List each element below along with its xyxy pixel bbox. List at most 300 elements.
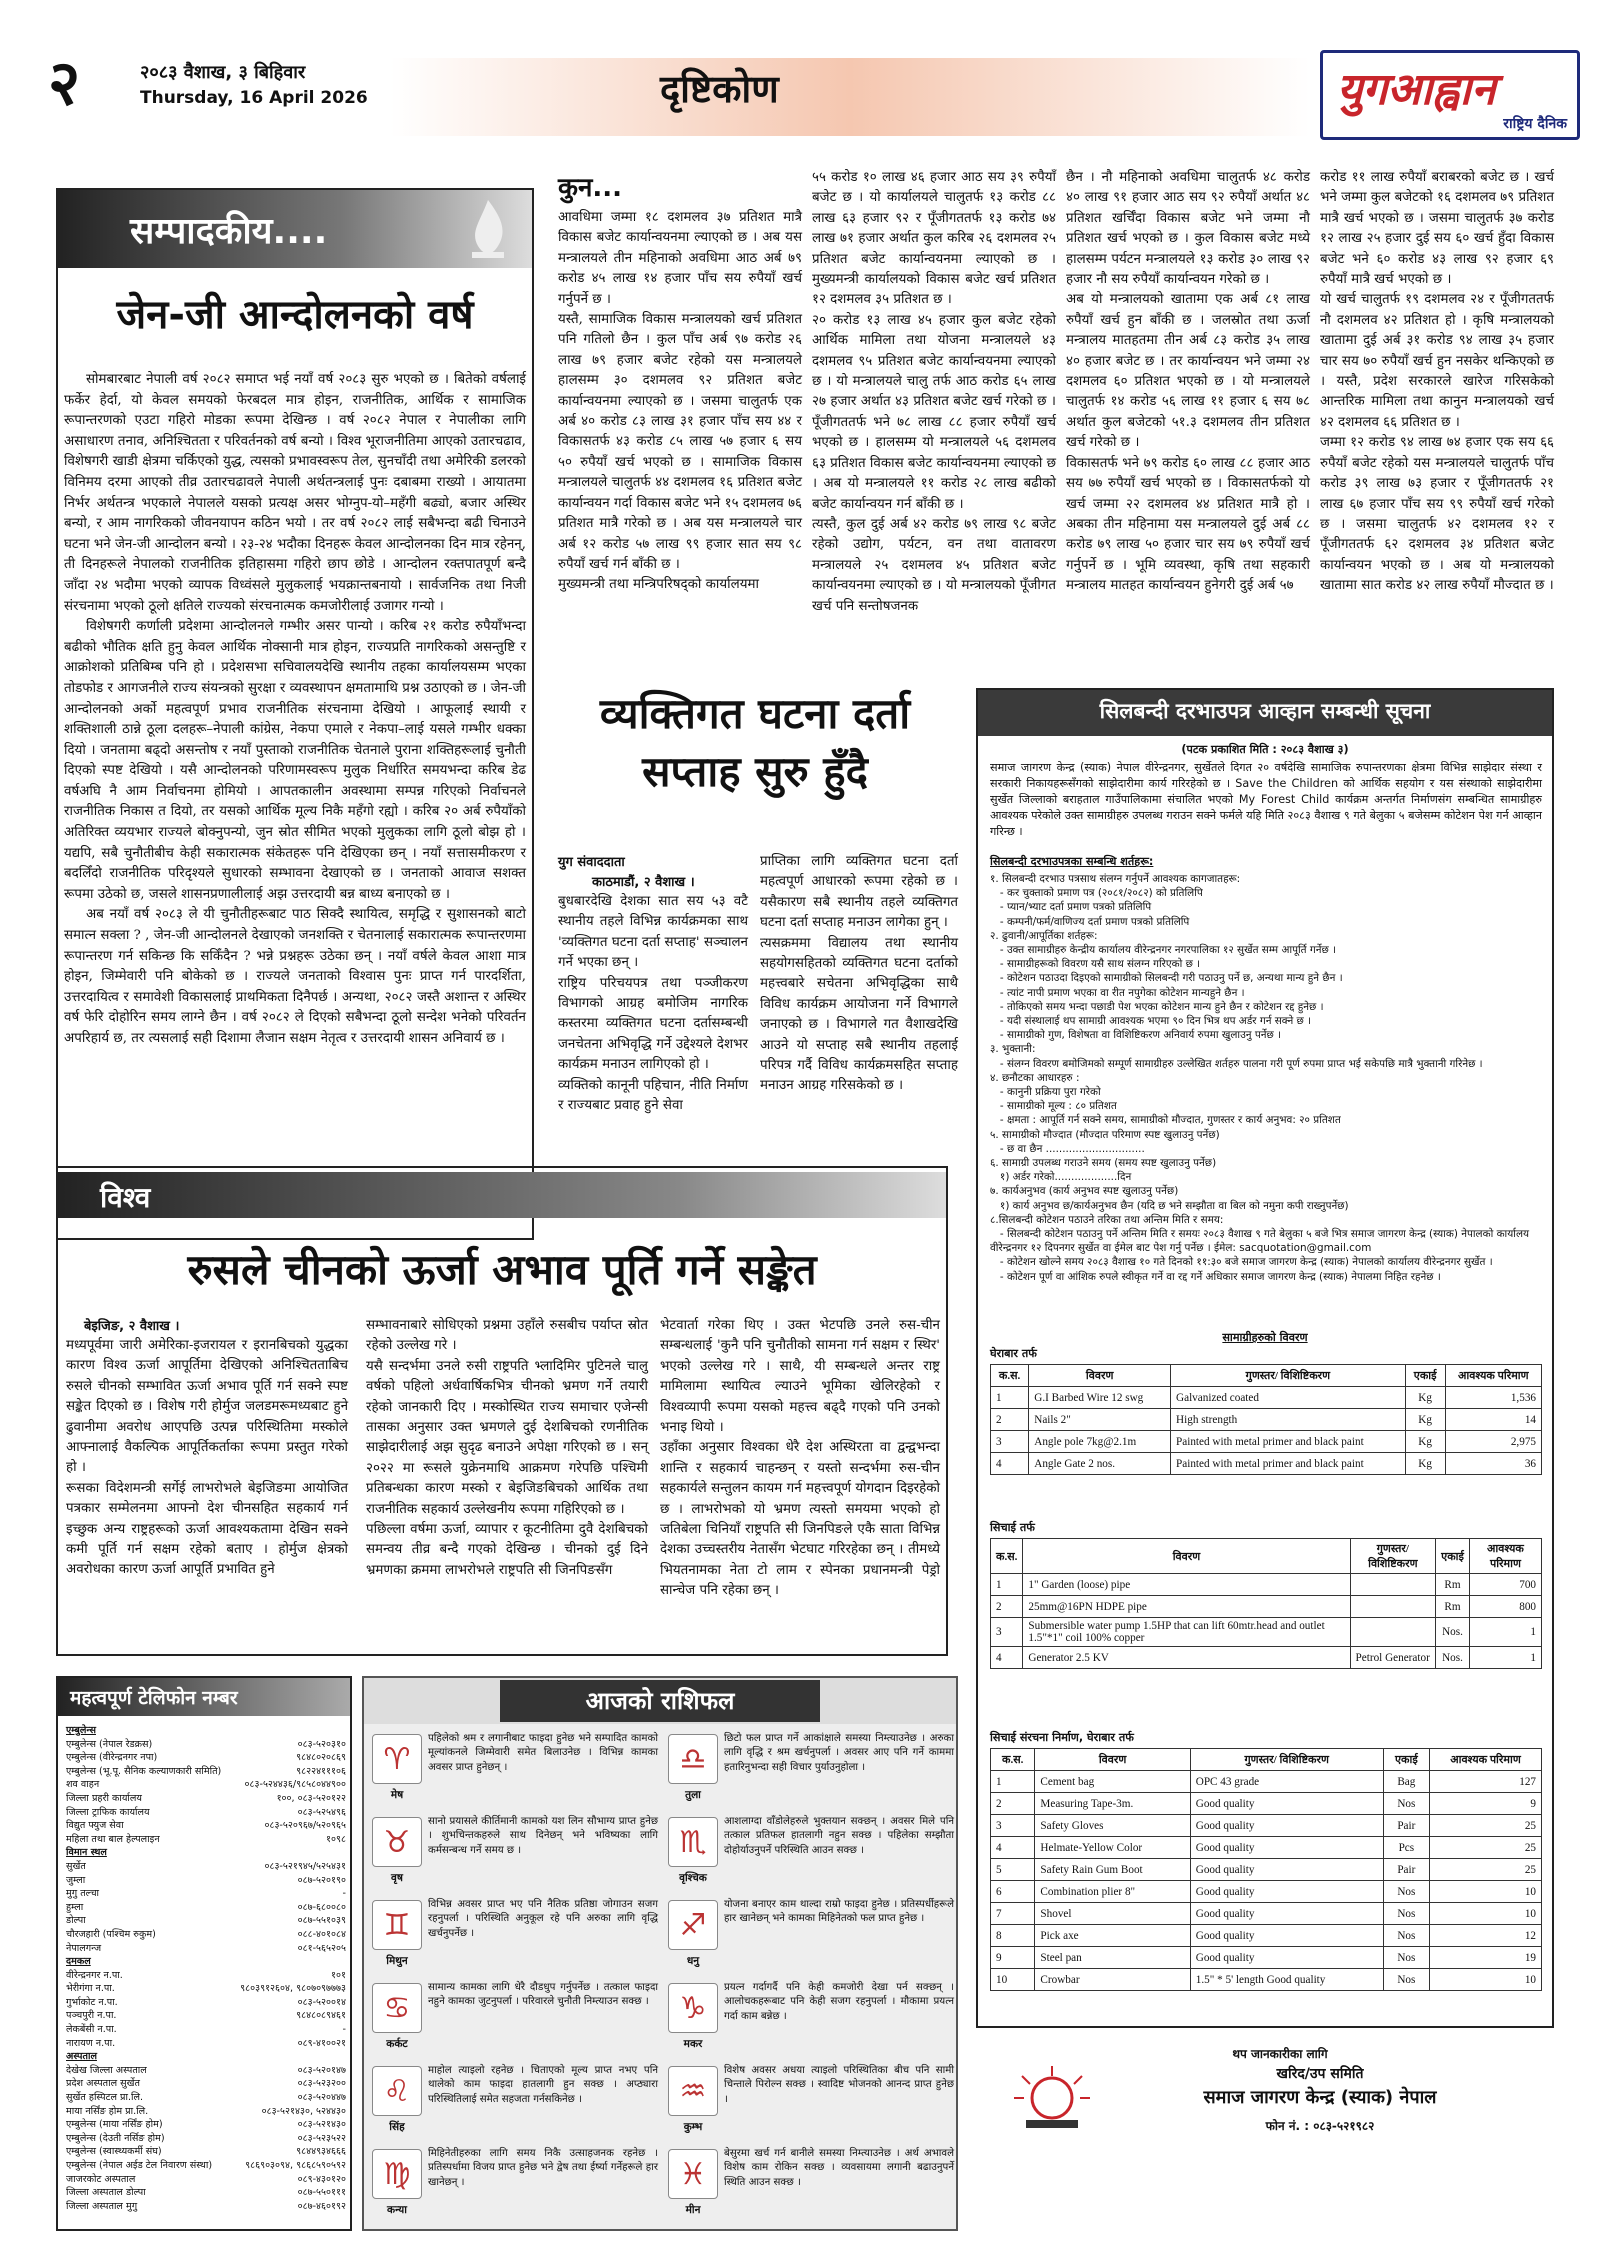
phone-label: एम्बुलेन्स (स्वास्थ्यकर्मी संघ) <box>66 2146 162 2158</box>
table-cell: 1.5" * 5' length Good quality <box>1190 1969 1383 1991</box>
notice-conditions-head: सिलबन्दी दरभाउपत्रका सम्बन्धि शर्तहरू: <box>990 855 1154 868</box>
phone-entry <box>66 1928 346 1942</box>
table-cell: 1" Garden (loose) pipe <box>1023 1574 1350 1596</box>
table-cell: 2 <box>991 1596 1023 1618</box>
column-header: क.स. <box>991 1539 1023 1574</box>
condition-line: - कोटेशन पूर्ण वा आंशिक रुपले स्वीकृत गर्ने वा रद्द गर्ने अधिकार समाज जागरण केन्द्र (स्याक) नेपालमा निहित रहनेछ । <box>990 1270 1441 1283</box>
condition-line: - संलग्न विवरण बमोजिमको सम्पूर्ण सामाग्रीहरु उल्लेखित शर्तहरु पालना गरी पूर्ण रुपमा प्राप्त भई सकेपछि मात्रै भुक्तानी गरिनेछ । <box>990 1057 1483 1070</box>
phone-number: ९८२२४१११०६ <box>296 1765 346 1777</box>
table-cell: Good quality <box>1190 1859 1383 1881</box>
phone-number: ०८७-६८००८० <box>297 1901 346 1913</box>
phone-label: एम्बुलेन्स (वीरेन्द्रनगर नपा) <box>66 1752 158 1764</box>
column-header: विवरण <box>1023 1539 1350 1574</box>
phone-number: ०८८-४०१०८४ <box>297 1928 346 1940</box>
table-cell: Petrol Generator <box>1350 1647 1436 1669</box>
phone-entry <box>66 1860 346 1874</box>
world-headline: रुसले चीनको ऊर्जा अभाव पूर्ति गर्ने सङ्केत <box>187 1245 817 1294</box>
table-cell: Nails 2" <box>1029 1409 1171 1431</box>
condition-line: २. ढुवानी/आपूर्तिका शर्तहरू: <box>990 929 1098 942</box>
phone-label: विमान स्थल <box>66 1847 107 1859</box>
column-header: क.स. <box>991 1749 1035 1771</box>
table-label: सिचाई तर्फ <box>990 1521 1035 1534</box>
phone-label: सुर्खेत <box>66 1860 86 1872</box>
table-cell: Pair <box>1383 1859 1429 1881</box>
article-column: सम्भावनाबारे सोधिएको प्रश्नमा उहाँले रुसबीच पर्याप्त स्रोत रहेको उल्लेख गरे । यसै सन्दर्भमा उनले रुसी राष्ट्रपति भ्लादिमिर पुटिनले चालु वर्षको पहिलो अर्धवार्षिकभित्र चीनको भ्रमण गर्ने तयारी रहेको जानकारी दिए । मस्कोस्थित राज्य समाचार एजेन्सी तासका अनुसार उक्त भ्रमणले दुई देशबिचको रणनीतिक साझेदारीलाई अझ सुदृढ बनाउने अपेक्षा गरिएको छ । सन् २०२२ मा रूसले युक्रेनमाथि आक्रमण गरेपछि पश्चिमी प्रतिबन्धका कारण मस्को र बेइजिङबिचको आर्थिक तथा राजनीतिक सहकार्य उल्लेखनीय रूपमा गहिरिएको छ । पछिल्ला वर्षमा ऊर्जा, व्यापार र कूटनीतिमा दुवै देशबिचको समन्वय तीव्र बन्दै गएको देखिन्छ । चीनको दुई दिने भ्रमणका क्रममा लाभरोभले राष्ट्रपति सी जिनपिङसँग <box>366 1318 648 1578</box>
table-cell: Painted with metal primer and black paint <box>1171 1431 1406 1453</box>
table-cell: 800 <box>1469 1596 1541 1618</box>
horoscope-entry <box>664 2145 956 2225</box>
zodiac-name: सिंह <box>389 2121 405 2133</box>
horoscope-entry <box>664 1979 956 2059</box>
table-cell: Angle pole 7kg@2.1m <box>1029 1431 1171 1453</box>
table-cell: Good quality <box>1190 1815 1383 1837</box>
horoscope-text: सानो प्रयासले कीर्तिमानी कामको यश लिन सौभाग्य प्राप्त हुनेछ । शुभचिन्तकहरुले साथ दिनेछन् भने भविष्यका लागि कर्मसन्बन्ध गर्ने समय छ । <box>428 1816 658 1856</box>
table-row <box>991 1793 1542 1815</box>
horoscope-entry <box>368 1896 660 1976</box>
table-row <box>991 1647 1542 1669</box>
table-cell: 9 <box>991 1947 1035 1969</box>
horoscope-text: विशेष अवसर अधया त्याइलो परिस्थितिका बीच पनि सामी चिन्ताले पिरोल्न सक्छ । स्वादिष्ट भोजनको आनन्द प्राप्त हुनेछ । <box>724 2065 954 2105</box>
table-cell: 1,536 <box>1445 1387 1541 1409</box>
table-cell: Pcs <box>1383 1837 1429 1859</box>
table-cell: 25mm@16PN HDPE pipe <box>1023 1596 1350 1618</box>
table-cell: Bag <box>1383 1771 1429 1793</box>
world-label: विश्व <box>100 1181 151 1214</box>
phone-label: एम्बुलेन्स (नेपाल रेडक्रस) <box>66 1738 153 1750</box>
table-cell: 3 <box>991 1618 1023 1647</box>
phone-entry <box>66 2173 346 2187</box>
article-column: करोड ११ लाख रुपैयाँ बराबरको बजेट छ । खर्च भने जम्मा कुल बजेटको १६ दशमलव ७९ प्रतिशत मात्रै खर्च भएको छ । जसमा चालुतर्फ ३७ करोड १२ लाख २५ हजार दुई सय ६० खर्च हुँदा विकास बजेट भने ६० करोड ४३ लाख ९२ हजार ६९ रुपैयाँ मात्रै खर्च भएको छ । यो खर्च चालुतर्फ १९ दशमलव २४ र पूँजीगततर्फ नौ दशमलव ४२ प्रतिशत हो । कृषि मन्त्रालयको खातामा दुई अर्ब ३१ करोड ९४ लाख ३५ हजार चार सय ७० रुपैयाँ खर्च हुन नसकेर थन्किएको छ । यस्तै, प्रदेश सरकारले खारेज गरिसकेको आन्तरिक मामिला तथा कानुन मन्त्रालयको खर्च ४२ दशमलव ६६ प्रतिशत छ । जम्मा १२ करोड ९४ लाख ७४ हजार एक सय ६६ रुपैयाँ बजेट रहेको यस मन्त्रालयले चालुतर्फ पाँच करोड ३९ लाख ७३ हजार र पूँजीगततर्फ २१ लाख ६७ हजार पाँच सय ९९ रुपैयाँ खर्च गरेको छ । जसमा चालुतर्फ ४२ दशमलव १२ र पूँजीगततर्फ ६२ दशमलव ३४ प्रतिशत बजेट कार्यान्वयन भएको छ । अब यो मन्त्रालयको खातामा सात करोड ४२ लाख रुपैयाँ मौज्दात छ । <box>1320 170 1554 594</box>
phone-label: डोल्पा <box>66 1915 86 1927</box>
phone-number: ०८३-५२४४३६/९८५८०४४९०० <box>244 1779 346 1791</box>
zodiac-icon: ♉ <box>372 1817 422 1867</box>
table-row <box>991 1771 1542 1793</box>
table-cell: Nos <box>1383 1881 1429 1903</box>
condition-line: - क्षमता : आपूर्ति गर्न सक्ने समय, सामाग्रीको मौज्दात, गुणस्तर र कार्य अनुभव: २० प्रतिशत <box>990 1114 1341 1127</box>
editorial-body <box>64 370 526 1050</box>
horoscope-title: आजको राशिफल <box>500 1680 820 1722</box>
column-header: आवश्यक परिमाण <box>1469 1539 1541 1574</box>
phone-entry <box>66 1833 346 1847</box>
table-cell: Safety Rain Gum Boot <box>1035 1859 1190 1881</box>
phone-label: जाजरकोट अस्पताल <box>66 2173 136 2185</box>
zodiac-icon: ♋ <box>372 1983 422 2033</box>
phone-category <box>66 1846 346 1860</box>
condition-line: - प्यान/भ्याट दर्ता प्रमाण पत्रको प्रतिलिपि <box>990 901 1152 914</box>
condition-line: ६. सामाग्री उपलब्ध गराउने समय (समय स्पष्ट खुलाउनु पर्नेछ) <box>990 1157 1217 1170</box>
phone-label: देखेख जिल्ला अस्पताल <box>66 2064 147 2076</box>
condition-line: - उक्त सामाग्रीहरु केन्द्रीय कार्यालय वीरेन्द्रनगर नगरपालिका १२ सुर्खेत सम्म आपूर्ति गर्नेछ । <box>990 944 1337 957</box>
table-cell: 2 <box>991 1409 1029 1431</box>
table-cell: 14 <box>1445 1409 1541 1431</box>
phone-entry <box>66 2159 346 2173</box>
notice-intro: समाज जागरण केन्द्र (स्याक) नेपाल वीरेन्द्रनगर, सुर्खेतले दिगत २० वर्षदेखि सामाजिक रुपान्तरणका क्षेत्रमा विभिन्न साझेदार संस्था र सरकारी निकायहरूसँगको साझेदारीमा कार्य गरिरहेको छ । Save the Children को आर्थिक सहयोग र यस संस्थाको साझेदारीमा सुर्खेत जिल्लाको बराहताल गाउँपालिकामा संचालित भएको My Forest Child कार्यक्रम अन्तर्गत निर्माणसंग सम्बन्धित सामाग्रीहरु आवश्यक परेकोले उक्त सामाग्रीहरु उपलब्ध गराउन सक्ने फर्मले यहि मिति २०८३ वैशाख ९ गते बेलुका ५ बजेसम्म कोटेशन पेश गर्न आव्हान गरिन्छ । <box>990 761 1542 838</box>
phone-entry <box>66 1887 346 1901</box>
notice-title: सिलबन्दी दरभाउपत्र आव्हान सम्बन्धी सूचना <box>1099 699 1431 723</box>
horoscope-entry <box>368 1979 660 2059</box>
phone-number: - <box>342 1888 346 1900</box>
article-column: प्राप्तिका लागि व्यक्तिगत घटना दर्ता महत्वपूर्ण आधारको रूपमा रहेको छ । यसैकारण सबै स्थानीय तहले व्यक्तिगत घटना दर्ता सप्ताह मनाउन लागेका हुन् । त्यसक्रममा विद्यालय तथा स्थानीय सहयोगसहितको व्यक्तिगत घटना दर्ताको महत्त्वबारे सचेतना अभिवृद्धिका साथै विविध कार्यक्रम आयोजना गर्ने विभागले जनाएको छ । विभागले गत वैशाखदेखि आउने यो सप्ताह सबै स्थानीय तहलाई परिपत्र गर्दै विविध कार्यक्रमसहित सप्ताह मनाउन आग्रह गरिसकेको छ । <box>760 854 958 1094</box>
phone-entry <box>66 1751 346 1765</box>
table-cell: 25 <box>1430 1815 1542 1837</box>
table-cell: Good quality <box>1190 1881 1383 1903</box>
table-cell: Nos. <box>1436 1618 1470 1647</box>
table-row <box>991 1947 1542 1969</box>
phone-number: ९८०३९१२६०४, ९८०७०९७७७३ <box>240 1983 346 1995</box>
phone-number: ९८४४९३४६६६ <box>296 2146 346 2158</box>
phone-label: एम्बुलेन्स (नेपाल अईड टेल निवारण संस्था) <box>66 2160 213 2171</box>
horoscope-text: मिहिनेतीहरुका लागि समय निकै उत्साहजनक रहनेछ । प्रतिस्पर्धामा विजय प्राप्त हुनेछ भने द्वेष तथा ईर्ष्या गर्नेहरूले हार खानेछन् । <box>428 2148 658 2188</box>
phone-label: पञ्चपुरी न.पा. <box>66 2010 117 2022</box>
phone-number: ०८९-४३०१२० <box>297 2173 346 2185</box>
organization-logo <box>1012 2064 1092 2134</box>
table-cell: Kg <box>1405 1387 1445 1409</box>
zodiac-icon: ♍ <box>372 2149 422 2199</box>
table-cell: Pair <box>1383 1815 1429 1837</box>
condition-line: १) कार्य अनुभव छ/कार्यअनुभव छैन (यदि छ भने सम्झौता वा बिल को नमुना कपी राख्नुपर्नेछ) <box>990 1199 1349 1212</box>
horoscope-entry <box>368 1730 660 1810</box>
phone-entry <box>66 2023 346 2037</box>
condition-line: ५. सामाग्रीको मौज्दात (मौज्दात परिमाण स्पष्ट खुलाउनु पर्नेछ) <box>990 1128 1220 1141</box>
condition-line: ८.सिलबन्दी कोटेशन पठाउने तरिका तथा अन्तिम मिति र समय: <box>990 1213 1224 1226</box>
table-row <box>991 1837 1542 1859</box>
column-header: एकाई <box>1436 1539 1470 1574</box>
table-cell: Good quality <box>1190 1837 1383 1859</box>
zodiac-name: वृष <box>391 1872 403 1884</box>
table-cell: Helmate-Yellow Color <box>1035 1837 1190 1859</box>
editorial-paragraph: अब नयाँ वर्ष २०८३ ले यी चुनौतीहरूबाट पाठ सिक्दै स्थायित्व, समृद्धि र सुशासनको बाटो समात्न सक्ला ? , जेन-जी आन्दोलनले देखाएको जनशक्ति र चेतनालाई सकारात्मक रूपान्तरणमा रूपान्तरण गर्न सकिन्छ कि सकिँदैन ? भन्ने प्रश्नहरू उठेका छन् । नयाँ वर्षले केवल आशा मात्र होइन, जिम्मेवारी पनि बोकेको छ । राज्यले जनताको विश्वास पुनः प्राप्त गर्न पारदर्शिता, उत्तरदायित्व र समावेशी विकासलाई प्राथमिकता दिनैपर्छ । अन्यथा, २०८२ जस्तै अशान्त र अस्थिर वर्ष फेरि दोहोरिन समय लाग्ने छैन । वर्ष २०८२ ले दिएको सबैभन्दा ठूलो सन्देश भनेको परिवर्तन अपरिहार्य छ, तर त्यसलाई सही दिशामा लैजान सक्षम नेतृत्व र उत्तरदायी शासन अनिवार्य छ । <box>64 907 526 1046</box>
condition-line: - त्यांट नापी प्रमाण भएका वा रीत नपुगेका कोटेशन मान्यहुने छैन । <box>990 986 1245 999</box>
phone-number: ०८१-५६५२०५ <box>297 1942 346 1954</box>
column-header: गुणस्तर/ विशिष्टिकरण <box>1350 1539 1436 1574</box>
byline: युग संवाददाता <box>558 855 625 870</box>
phone-number: ०८३-५२०३१० <box>297 1738 346 1750</box>
phone-entry <box>66 1874 346 1888</box>
table-cell: Generator 2.5 KV <box>1023 1647 1350 1669</box>
condition-line: - छ वा छैन .............................. <box>990 1142 1145 1155</box>
table-row <box>991 1881 1542 1903</box>
phone-label: महिला तथा बाल हेल्पलाइन <box>66 1833 160 1845</box>
table-cell: Painted with metal primer and black paint <box>1171 1453 1406 1475</box>
table-cell: Measuring Tape-3m. <box>1035 1793 1190 1815</box>
phone-entry <box>66 2186 346 2200</box>
zodiac-name: कर्कट <box>386 2038 408 2050</box>
table-cell: 4 <box>991 1647 1023 1669</box>
story-continuation-head: कुन... <box>558 173 623 203</box>
article-column: छैन । नौ महिनाको अवधिमा चालुतर्फ ४८ करोड ४० लाख ९१ हजार आठ सय ९२ रुपैयाँ अर्थात ४८ प्रतिशत खर्चिँदा विकास बजेट भने जम्मा नौ प्रतिशत खर्च भएको छ । कुल विकास बजेट मध्ये हालसम्म पर्यटन मन्त्रालयले १३ करोड ३० लाख ९२ हजार नौ सय रुपैयाँ कार्यान्वयन गरेको छ । अब यो मन्त्रालयको खातामा एक अर्ब ८१ लाख रुपैयाँ खर्च हुन बाँकी छ । जलस्रोत तथा ऊर्जा मन्त्रालय मातहतमा तीन अर्ब ८३ करोड ३५ लाख ४० हजार बजेट छ । तर कार्यान्वयन भने जम्मा २४ दशमलव ६० प्रतिशत भएको छ । यो मन्त्रालयले चालुतर्फ १४ करोड ५६ लाख ११ हजार ६ सय ७८ अर्थात कुल बजेटको ५१.३ दशमलव तीन प्रतिशत खर्च गरेको छ । विकासतर्फ भने ७९ करोड ६० लाख ८८ हजार आठ सय ७७ रुपैयाँ खर्च भएको छ । विकासतर्फको यो खर्च जम्मा २२ दशमलव ४४ प्रतिशत मात्रै हो । अबका तीन महिनामा यस मन्त्रालयले दुई अर्ब ८८ करोड ७९ लाख ५० हजार चार सय ७९ रुपैयाँ खर्च गर्नुपर्ने छ । भूमि व्यवस्था, कृषि तथा सहकारी मन्त्रालय मातहत कार्यान्वयन हुनेगरी दुई अर्ब ५७ <box>1066 170 1310 594</box>
zodiac-name: तुला <box>685 1789 701 1801</box>
zodiac-name: मिथुन <box>386 1955 408 1967</box>
phone-category <box>66 2050 346 2064</box>
table-cell: 1 <box>991 1771 1035 1793</box>
phone-label: मुगु तल्चा <box>66 1888 100 1900</box>
phone-number: ०८३-५२०९६७/५२०९६५ <box>264 1820 346 1832</box>
table-cell: 6 <box>991 1881 1035 1903</box>
logo-subtext: राष्ट्रिय दैनिक <box>1503 116 1567 132</box>
newspaper-logo <box>1320 50 1580 140</box>
table-cell: Nos <box>1383 1947 1429 1969</box>
phone-label: एम्बुलेन्स (माया नर्सिंङ होम) <box>66 2119 163 2131</box>
phone-entry <box>66 1806 346 1820</box>
phone-number: ०८७-५५०१११ <box>297 2187 346 2199</box>
table-cell: Good quality <box>1190 1947 1383 1969</box>
column-header: विवरण <box>1035 1749 1190 1771</box>
phone-label: हुम्ला <box>66 1901 84 1913</box>
condition-line: १) अर्डर गरेको...................दिन <box>990 1171 1132 1184</box>
table-cell: Nos <box>1383 1903 1429 1925</box>
phone-label: गुर्भाकोट न.पा. <box>66 1996 118 2008</box>
phone-entry <box>66 1901 346 1915</box>
phone-number: ९८४८०२०८६९ <box>296 1752 346 1764</box>
zodiac-icon: ♓ <box>668 2149 718 2199</box>
phone-entry <box>66 2064 346 2078</box>
table-cell: Nos <box>1383 1969 1429 1991</box>
notice-committee: खरिद/उप समिति <box>1276 2066 1364 2082</box>
zodiac-icon: ♒ <box>668 2066 718 2116</box>
table-cell: 36 <box>1445 1453 1541 1475</box>
phone-number: ०८३-५२००१४ <box>297 1996 346 2008</box>
table-cell: 2,975 <box>1445 1431 1541 1453</box>
table-cell: 25 <box>1430 1837 1542 1859</box>
header-band <box>390 58 1310 136</box>
phone-directory-title: महत्वपूर्ण टेलिफोन नम्बर <box>70 1687 238 1709</box>
condition-line: - कम्पनी/फर्म/वाणिज्य दर्ता प्रमाण पत्रको प्रतिलिपि <box>990 915 1190 928</box>
horoscope-text: विभिन्न अवसर प्राप्त भए पनि नैतिक प्रतिष्ठा जोगाउन सजग रहनुपर्ला । परिस्थिति अनुकूल रहे पनि अरुका लागि वृद्धि खर्चनुपर्नेछ । <box>428 1899 658 1939</box>
condition-line: - तोकिएको समय भन्दा पछाडी पेश भएका कोटेशन मान्य हुने छैन र कोटेशन रद्द हुनेछ । <box>990 1000 1324 1013</box>
zodiac-icon: ♐ <box>668 1900 718 1950</box>
table-row <box>991 1859 1542 1881</box>
phone-number: ९८४८०८९४६१ <box>296 2010 346 2022</box>
zodiac-name: वृश्चिक <box>679 1872 707 1884</box>
table-cell: 5 <box>991 1859 1035 1881</box>
table-cell: 19 <box>1430 1947 1542 1969</box>
condition-line: - कानुनी प्रक्रिया पुरा गरेको <box>990 1086 1101 1099</box>
zodiac-name: मेष <box>390 1789 404 1801</box>
table-label: सिचाई संरचना निर्माण, घेराबार तर्फ <box>990 1731 1134 1744</box>
table-cell: Good quality <box>1190 1925 1383 1947</box>
zodiac-icon: ♏ <box>668 1817 718 1867</box>
phone-number: ०८३-५२१९४५/५२५४३१ <box>264 1860 346 1872</box>
table-row <box>991 1409 1542 1431</box>
editorial-label: सम्पादकीय.... <box>130 211 328 252</box>
items-table-construction <box>990 1748 1542 1991</box>
phone-entry <box>66 2200 346 2214</box>
horoscope-entry <box>664 1896 956 1976</box>
table-cell <box>1350 1596 1436 1618</box>
column-header: आवश्यक परिमाण <box>1445 1365 1541 1387</box>
phone-entry <box>66 1996 346 2010</box>
table-row <box>991 1815 1542 1837</box>
table-cell: 4 <box>991 1837 1035 1859</box>
phone-label: नारायण न.पा. <box>66 2037 116 2049</box>
phone-label: जिल्ला अस्पताल डोल्पा <box>66 2187 146 2199</box>
zodiac-icon: ♑ <box>668 1983 718 2033</box>
condition-line: - सिलबन्दी कोटेशन पठाउनु पर्ने अन्तिम मिति र समयः २०८३ वैशाख ९ गते बेलुका ५ बजे भित्र समाज जागरण केन्द्र (स्याक) नेपालको कार्यालय वीरेन्द्रनगर १२ दिपनगर सुर्खेत वा ईमेल बाट पेश गर्नु पर्नेछ । ईमेल: sacquotation@gmail.com <box>990 1228 1533 1255</box>
condition-line: - यदी संस्थालाई थप सामाग्री आवश्यक भएमा ९० दिन भित्र थप अर्डर गर्न सक्ने छ । <box>990 1015 1312 1028</box>
dateline: काठमाडौं, २ वैशाख । <box>592 875 695 890</box>
section-title: दृष्टिकोण <box>660 67 779 111</box>
zodiac-icon: ♈ <box>372 1734 422 1784</box>
table-cell: 2 <box>991 1793 1035 1815</box>
table-row <box>991 1596 1542 1618</box>
phone-entry <box>66 2105 346 2119</box>
table-row <box>991 1574 1542 1596</box>
phone-entry <box>66 2091 346 2105</box>
zodiac-icon: ♊ <box>372 1900 422 1950</box>
phone-entry <box>66 2077 346 2091</box>
table-cell: Submersible water pump 1.5HP that can lift 60mtr.head and outlet 1.5"*1" coil 100% copper <box>1023 1618 1350 1647</box>
items-table-irrigation <box>990 1538 1542 1669</box>
table-cell: OPC 43 grade <box>1190 1771 1383 1793</box>
table-row <box>991 1431 1542 1453</box>
phone-entry <box>66 2145 346 2159</box>
table-cell: High strength <box>1171 1409 1406 1431</box>
table-cell: Crowbar <box>1035 1969 1190 1991</box>
notice-more-info: थप जानकारीका लागि <box>1232 2047 1328 2061</box>
table-cell: Good quality <box>1190 1903 1383 1925</box>
phone-label: एम्बुलेन्स (भू.पू. सैनिक कल्याणकारी समिति) <box>66 1765 222 1777</box>
article-column: आवधिमा जम्मा १८ दशमलव ३७ प्रतिशत मात्रै विकास बजेट कार्यान्वयनमा ल्याएको छ । अब यस मन्त्रालयले तीन महिनाको अवधिमा आठ अर्ब ७९ करोड ४५ लाख १४ हजार पाँच सय रुपैयाँ खर्च गर्नुपर्ने छ । यस्तै, सामाजिक विकास मन्त्रालयको खर्च प्रतिशत पनि गतिलो छैन । कुल पाँच अर्ब ९७ करोड २६ लाख ७९ हजार बजेट रहेको यस मन्त्रालयले हालसम्म ३० दशमलव ९२ प्रतिशत बजेट कार्यान्वयनमा ल्याएको छ । जसमा चालुतर्फ एक अर्ब ४० करोड ८३ लाख ३१ हजार पाँच सय ४४ र विकासतर्फ ४३ करोड ८५ लाख ५७ हजार ६ सय ५० रुपैयाँ खर्च भएको छ । सामाजिक विकास मन्त्रालयले चालुतर्फ ४४ दशमलव १६ प्रतिशत बजेट कार्यान्वयन गर्दा विकास बजेट भने १५ दशमलव ७६ प्रतिशत मात्रै गरेको छ । अब यस मन्त्रालयले चार अर्ब १२ करोड ५७ लाख ९९ हजार सात सय ९८ रुपैयाँ खर्च गर्न बाँकी छ । मुख्यमन्त्री तथा मन्त्रिपरिषद्को कार्यालयमा <box>558 210 802 593</box>
article-column: भेटवार्ता गरेका थिए । उक्त भेटपछि उनले रुस-चीन सम्बन्धलाई 'कुनै पनि चुनौतीको सामना गर्न सक्षम र स्थिर' भएको उल्लेख गरे । साथै, यी सम्बन्धले अन्तर राष्ट्र मामिलामा स्थायित्व ल्याउने भूमिका खेलिरहेको र विश्वव्यापी रूपमा यसको महत्त्व बढ्दै गएको पनि उनको भनाइ थियो । उहाँका अनुसार विश्वका धेरै देश अस्थिरता वा द्वन्द्वभन्दा शान्ति र सहकार्य चाहन्छन् र यस्तो सन्दर्भमा रुस-चीन सहकार्यले सन्तुलन कायम गर्न महत्त्वपूर्ण योगदान दिइरहेको छ । लाभरोभको यो भ्रमण त्यस्तो समयमा भएको हो जतिबेला चिनियाँ राष्ट्रपति सी जिनपिङले एकै साता विभिन्न देशका उच्चस्तरीय नेतासँग भेटघाट गरिरहेका छन् । तीमध्ये भियतनामका नेता टो लाम र स्पेनका प्रधानमन्त्री पेड्रो सान्चेज पनि रहेका छन् । <box>660 1318 940 1599</box>
column-header: एकाई <box>1383 1749 1429 1771</box>
phone-label: प्रदेश अस्पताल सुर्खेत <box>66 2078 140 2090</box>
phone-entry <box>66 1819 346 1833</box>
condition-line: १. सिलबन्दी दरभाउ पत्रसाथ संलग्न गर्नुपर्ने आवश्यक कागजातहरू: <box>990 873 1241 885</box>
phone-label: अस्पताल <box>66 2051 97 2063</box>
date-english: Thursday, 16 April 2026 <box>140 88 368 108</box>
table-cell: 1 <box>991 1574 1023 1596</box>
phone-entry <box>66 1738 346 1752</box>
table-cell: Angle Gate 2 nos. <box>1029 1453 1171 1475</box>
table-cell: 9 <box>1430 1793 1542 1815</box>
article-column: मध्यपूर्वमा जारी अमेरिका-इजरायल र इरानबिचको युद्धका कारण विश्व ऊर्जा आपूर्तिमा देखिएको अनिश्चितताबिच रुसले चीनको सम्भावित ऊर्जा अभाव पूर्ति गर्न सक्ने स्पष्ट सङ्केत दिएको छ । विशेष गरी होर्मुज जलडमरूमध्यबाट हुने ढुवानीमा अवरोध आएपछि उत्पन्न परिस्थितिमा मस्कोले आफ्नालाई वैकल्पिक आपूर्तिकर्ताका रूपमा प्रस्तुत गरेको हो । रूसका विदेशमन्त्री सर्गेई लाभरोभले बेइजिङमा आयोजित पत्रकार सम्मेलनमा आफ्नो देश चीनसहित सहकार्य गर्न इच्छुक अन्य राष्ट्रहरूको ऊर्जा आवश्यकतामा देखिन सक्ने कमी पूर्ति गर्न सक्षम रहेको बताए । होर्मुज क्षेत्रको अवरोधका कारण ऊर्जा आपूर्ति प्रभावित हुने <box>66 1338 348 1578</box>
notice-phone: फोन नं. : ०८३-५२१९८२ <box>1265 2119 1375 2133</box>
table-cell: G.I Barbed Wire 12 swg <box>1029 1387 1171 1409</box>
horoscope-entry <box>664 1813 956 1893</box>
table-cell: 8 <box>991 1925 1035 1947</box>
phone-label: जिल्ला प्रहरी कार्यालय <box>66 1792 142 1804</box>
flame-icon <box>458 196 518 262</box>
logo-text: युगआह्वान <box>1337 64 1496 115</box>
table-cell: Steel pan <box>1035 1947 1190 1969</box>
editorial-paragraph: सोमबारबाट नेपाली वर्ष २०८२ समाप्त भई नयाँ वर्ष २०८३ सुरु भएको छ । बितेको वर्षलाई फर्केर हेर्दा, यो केवल समयको फेरबदल मात्र होइन, राजनीतिक, आर्थिक र सामाजिक रूपान्तरणको एउटा गहिरो मोडका रूपमा देखिन्छ । वर्ष २०८२ नेपाल र नेपालीका लागि असाधारण तनाव, अनिश्चितता र परिवर्तनको वर्ष बन्यो । विश्व भूराजनीतिमा आएको उतारचढाव, विशेषगरी खाडी क्षेत्रमा चर्किएको युद्ध, त्यसको प्रभावस्वरूप तेल, सुनचाँदी तथा अमेरिकी डलरको विनिमय दरमा आएको तीव्र उतारचढावले नेपाली अर्थतन्त्रलाई पुनः दबाबमा राख्यो । आयातमा निर्भर अर्थतन्त्र भएकाले नेपालले यसको प्रत्यक्ष असर भोग्नुप-यो–महँगी बढ्यो, बजार अस्थिर बन्यो, र आम नागरिकको जीवनयापन कठिन भयो । तर वर्ष २०८२ लाई सबैभन्दा बढी चिनाउने घटना भने जेन-जी आन्दोलन बन्यो । २३-२४ भदौका दिनहरू केवल आन्दोलनका दिन मात्र रहेनन्, ती दिनहरूले नेपालको राजनीतिक इतिहासमा गहिरो छाप छोडे । आन्दोलन रक्तपातपूर्ण बन्दै जाँदा २४ भदौमा भएको व्यापक विध्वंसले मुलुकलाई भयक्रान्तबनायो । सार्वजनिक तथा निजी संरचनामा भएको ठूलो क्षतिले राज्यको संरचनात्मक कमजोरीलाई उजागर गन्यो । <box>64 372 526 614</box>
phone-entry <box>66 1765 346 1779</box>
phone-number: ०८३-५२०१४७ <box>297 2064 346 2076</box>
table-cell: Good quality <box>1190 1793 1383 1815</box>
table-header-row <box>991 1365 1542 1387</box>
table-header-row <box>991 1749 1542 1771</box>
horoscope-text: आशलाग्दा वाँडोलेहरुले भुक्तयान सक्छन् । अवसर मिले पनि तत्काल प्रतिफल हातलागी नहुन सक्छ । पहिलेका सम्झौता दोहोर्याउनुपर्ने परिस्थिति आउन सक्छ । <box>724 1816 954 1856</box>
phone-number: ०८७-५५१०३९ <box>297 1915 346 1927</box>
zodiac-name: कुम्भ <box>683 2121 703 2133</box>
phone-number: १००, ०८३-५२०१२२ <box>276 1792 346 1804</box>
editorial-paragraph: विशेषगरी कर्णाली प्रदेशमा आन्दोलनले गम्भीर असर पान्यो । करिब २१ करोड रुपैयाँभन्दा बढीको भौतिक क्षति हुनु केवल आर्थिक नोक्सानी मात्र होइन, राज्यप्रति नागरिकको असन्तुष्टि र आक्रोशको प्रतिबिम्ब पनि हो । प्रदेशसभा सचिवालयदेखि स्थानीय तहका कार्यालयसम्म भएका तोडफोड र आगजनीले राज्य संयन्त्रको सुरक्षा र व्यवस्थापन क्षमतामाथि प्रश्न उठाएको छ । जेन-जी आन्दोलनको अर्को महत्वपूर्ण प्रभाव राजनीतिक संरचनामा देखियो । आफूलाई स्थायी र शक्तिशाली ठान्ने ठूला दलहरू–नेपाली कांग्रेस, नेकपा एमाले र नेकपा–लाई यसले गम्भीर धक्का दियो । जनतामा बढ्दो असन्तोष र नयाँ पुस्ताको राजनीतिक चेतनाले पुराना शक्तिहरूलाई चुनौती दिएको स्पष्ट देखियो । यसै आन्दोलनको परिणामस्वरूप मुलुक निर्धारित समयभन्दा करिब डेढ वर्षअघि नै आम निर्वाचनमा होमियो । आपतकालीन अवस्थामा सम्पन्न गरिएको निर्वाचनले राजनीतिक निकास त दियो, तर यसको आर्थिक मूल्य निकै महँगो रह्यो । करिब २० अर्ब रुपैयाँको अतिरिक्त व्ययभार राज्यले बोक्नुपन्यो, जुन स्रोत सीमित भएको मुलुकका लागि ठूलो बोझ हो । यद्यपि, सबै चुनौतीबीच केही सकारात्मक संकेतहरू पनि देखिएका छन् । नयाँ सत्तासमीकरण र बदलिँदो राजनीतिक परिदृश्यले सुधारको सम्भावना देखाएको छ । जनताको आवाज सशक्त रूपमा उठेको छ, जसले शासनप्रणालीलाई अझ उत्तरदायी बन्न बाध्य बनाएको छ । <box>64 619 526 902</box>
table-cell: Cement bag <box>1035 1771 1190 1793</box>
phone-entry <box>66 1914 346 1928</box>
zodiac-name: मीन <box>685 2204 701 2216</box>
horoscope-text: माहोल त्याइलो रहनेछ । चिताएको मूल्य प्राप्त नभए पनि थालेको काम फाइदा हातलागी हुन सक्छ । अप्ठ्यारा परिस्थितिलाई समेत सहजता गर्नसकिनेछ । <box>428 2065 658 2105</box>
table-row <box>991 1903 1542 1925</box>
horoscope-entry <box>368 1813 660 1893</box>
editorial-title: जेन-जी आन्दोलनको वर्ष <box>116 292 474 338</box>
horoscope-entry <box>368 2062 660 2142</box>
table-cell: 3 <box>991 1431 1029 1453</box>
condition-line: - सामाग्रीको मूल्य : ८० प्रतिशत <box>990 1100 1117 1113</box>
page-number: २ <box>48 46 81 119</box>
phone-number: १०१ <box>331 1969 346 1981</box>
phone-entry <box>66 1982 346 1996</box>
horoscope-text: बेसुरमा खर्च गर्न बानीले समस्या निम्त्याउनेछ । अर्थ अभावले विशेष काम रोकिन सक्छ । व्यवसायमा लगानी बढाउनुपर्ने स्थिति आउन सक्छ । <box>724 2148 954 2188</box>
table-row <box>991 1925 1542 1947</box>
zodiac-name: धनु <box>686 1955 700 1967</box>
phone-entry <box>66 2037 346 2051</box>
phone-label: दमकल <box>66 1956 91 1968</box>
horoscope-text: सामान्य कामका लागि धेरै दौडधुप गर्नुपर्नेछ । तत्काल फाइदा नहुने कामका जुटनुपर्ला । परिवारले चुनौती निम्त्याउन सक्छ । <box>428 1982 658 2008</box>
table-cell: Pick axe <box>1035 1925 1190 1947</box>
phone-number: ०८३-५२१४३० <box>297 2119 346 2131</box>
table-cell: 10 <box>1430 1903 1542 1925</box>
table-cell: 12 <box>1430 1925 1542 1947</box>
condition-line: - सामाग्रीको गुण, विशेषता वा विशिष्टिकरण अनिवार्य रुपमा खुलाउनु पर्नेछ । <box>990 1029 1282 1042</box>
items-head: सामाग्रीहरुको विवरण <box>1222 1331 1308 1344</box>
table-cell: Nos. <box>1436 1647 1470 1669</box>
condition-line: - कर चुक्ताको प्रमाण पत्र (२०८१/२०८२) को प्रतिलिपि <box>990 887 1203 900</box>
condition-line: - सामाग्रीहरूको विवरण यसै साथ संलग्न गरिएको छ । <box>990 958 1201 971</box>
horoscope-entry <box>368 2145 660 2225</box>
table-cell: 1 <box>991 1387 1029 1409</box>
table-cell: 7 <box>991 1903 1035 1925</box>
phone-number: - <box>342 2024 346 2036</box>
phone-label: विद्युत फ्युज सेवा <box>66 1820 124 1832</box>
phone-label: वीरेन्द्रनगर न.पा. <box>66 1969 123 1981</box>
column-header: विवरण <box>1029 1365 1171 1387</box>
story-headline: व्यक्तिगत घटना दर्ता सप्ताह सुरु हुँदै <box>599 689 911 796</box>
article-column: बुधबारदेखि देशका सात सय ५३ वटै स्थानीय तहले विभिन्न कार्यक्रमका साथ 'व्यक्तिगत घटना दर्ता सप्ताह' सञ्चालन गर्ने भएका छन् । राष्ट्रिय परिचयपत्र तथा पञ्जीकरण विभागको आग्रह बमोजिम नागरिक कस्तरमा व्यक्तिगत घटना दर्तासम्बन्धी जनचेतना अभिवृद्धि गर्ने उद्देश्यले देशभर कार्यक्रम मनाउन लागिएको हो । व्यक्तिको कानूनी पहिचान, नीति निर्माण र राज्यबाट प्रवाह हुने सेवा <box>558 894 748 1114</box>
phone-label: चौरजहारी (पश्चिम रुकुम) <box>66 1928 156 1940</box>
table-row <box>991 1387 1542 1409</box>
phone-label: माया नर्सिंङ होम प्रा.लि. <box>66 2105 149 2117</box>
table-cell: Safety Gloves <box>1035 1815 1190 1837</box>
phone-number: ०८३-५२३५२२ <box>297 2132 346 2144</box>
condition-line: ४. छनौटका आधारहरु : <box>990 1071 1080 1084</box>
phone-label: जिल्ला ट्राफिक कार्यालय <box>66 1806 150 1818</box>
phone-number: १०९८ <box>326 1833 346 1845</box>
horoscope-entry <box>664 2062 956 2142</box>
dateline: बेइजिङ, २ वैशाख । <box>84 1319 180 1334</box>
column-header: क.स. <box>991 1365 1029 1387</box>
phone-label: भेरीगंगा न.पा. <box>66 1983 115 1995</box>
phone-label: सुर्खेत हस्पिटल प्रा.लि. <box>66 2092 144 2104</box>
horoscope-text: छिटो फल प्राप्त गर्ने आकांक्षाले समस्या निम्त्याउनेछ । अरुका लागि वृद्धि र श्रम खर्चनुपर्ला । अवसर आए पनि गर्ने काममा हतारिनुभन्दा सही विचार पुर्याउनुहोला । <box>724 1733 954 1773</box>
phone-number: ०८३-५२३२०० <box>297 2078 346 2090</box>
phone-directory-list <box>66 1724 346 2213</box>
horoscope-text: प्रयत्न गर्दागर्दै पनि केही कमजोरी देखा पर्न सक्छन् । आलोचकहरूबाट पनि केही सजग रहनुपर्ला । मौकामा प्रयत्न गर्दा काम बन्नेछ । <box>724 1982 954 2022</box>
table-cell: 700 <box>1469 1574 1541 1596</box>
table-cell: Nos <box>1383 1925 1429 1947</box>
phone-label: एम्बुलेन्स (देउती नर्सिङ होम) <box>66 2132 165 2144</box>
table-cell: 10 <box>991 1969 1035 1991</box>
date-nepali: २०८३ वैशाख, ३ बिहिवार <box>140 62 306 83</box>
phone-number: ०८९-४१००२१ <box>297 2037 346 2049</box>
column-header: आवश्यक परिमाण <box>1430 1749 1542 1771</box>
notice-conditions-list <box>990 872 1542 1284</box>
phone-entry <box>66 2132 346 2146</box>
table-cell: 1 <box>1469 1618 1541 1647</box>
phone-number: ०८३-५२५४९६ <box>297 1806 346 1818</box>
table-cell: Combination plier 8" <box>1035 1881 1190 1903</box>
phone-entry <box>66 1792 346 1806</box>
phone-entry <box>66 1942 346 1956</box>
